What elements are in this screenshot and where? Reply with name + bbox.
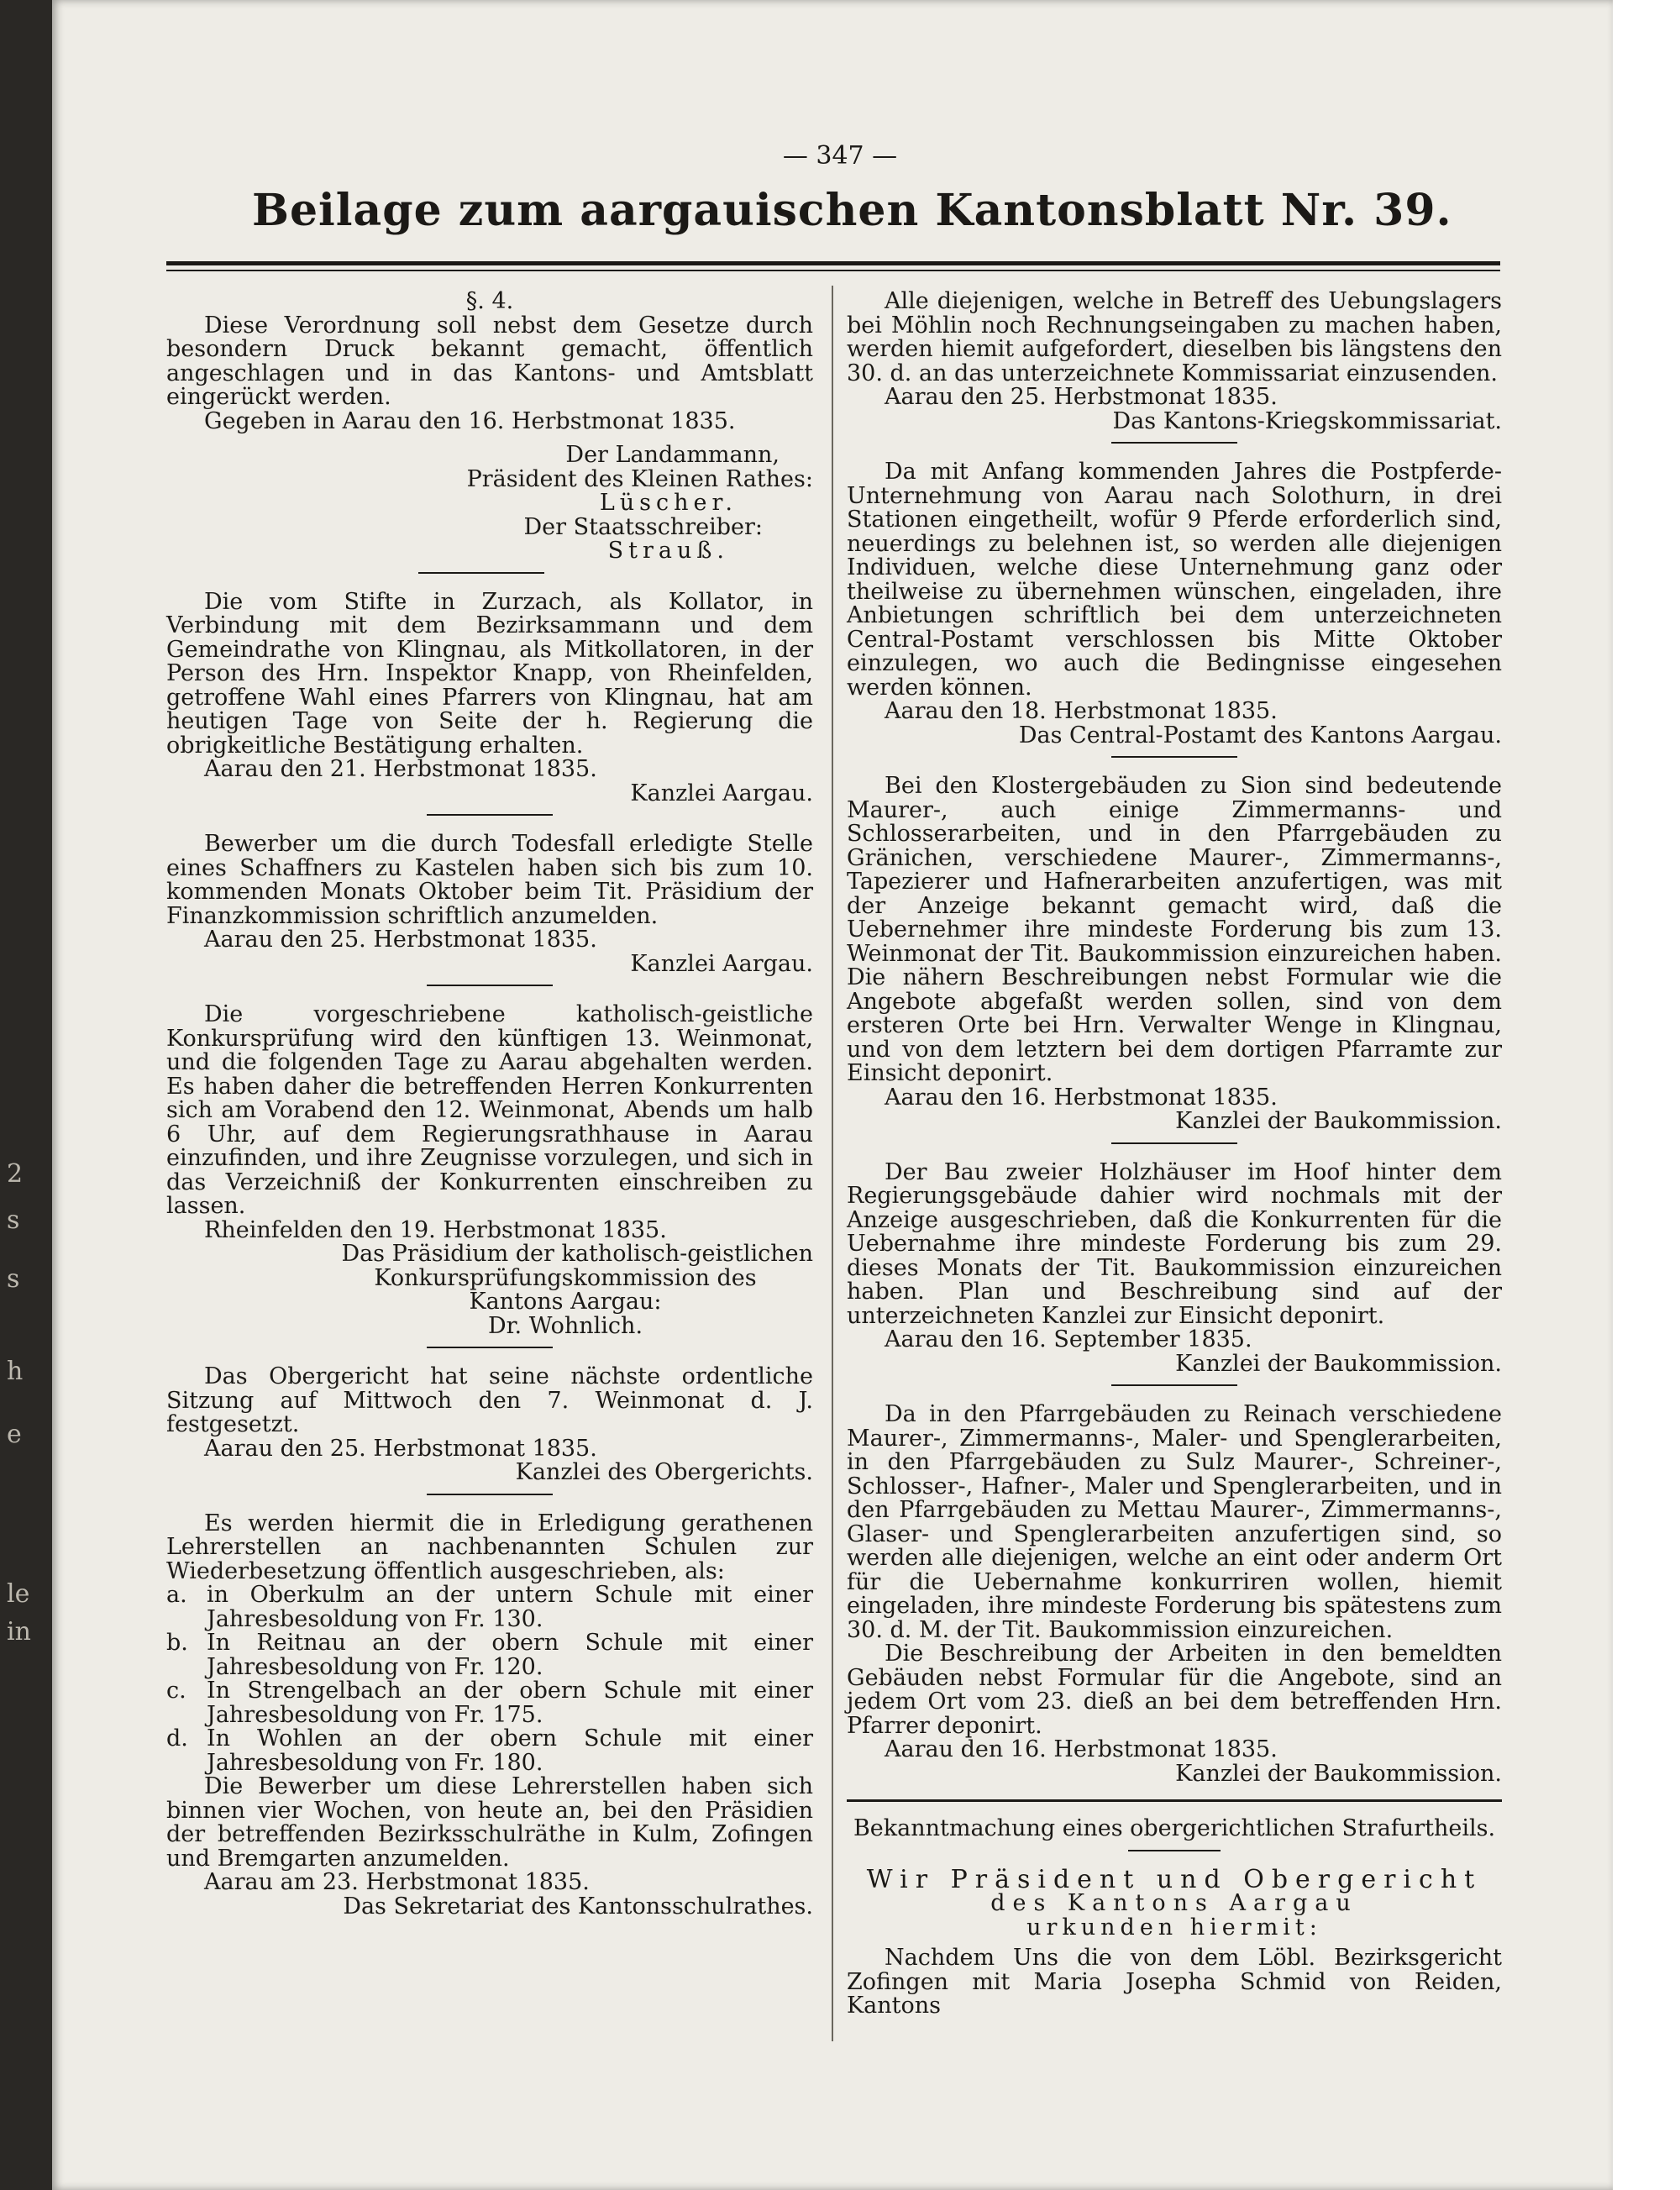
proclamation-line: Wir Präsident und Obergericht xyxy=(866,1864,1483,1894)
notice-date: Aarau den 18. Herbstmonat 1835. xyxy=(885,698,1278,724)
title-rule-thick xyxy=(166,261,1500,265)
notice-text: Die Bewerber um diese Lehrerstellen haben sich binnen vier Wochen, von heute an, bei den Präsidien der betreffenden Bezirksschulräthe in Kulm, Zofingen und Bremgarten anzumelden. xyxy=(166,1773,813,1872)
notice-date: Aarau den 25. Herbstmonat 1835. xyxy=(885,384,1278,410)
notice-postpferde xyxy=(847,460,1502,758)
notice-text: Es werden hiermit die in Erledigung gerathenen Lehrerstellen an nachbenannten Schulen zur Wiederbesetzung öffentlich ausgeschrieben, als: xyxy=(166,1510,813,1584)
section-paragraph-4 xyxy=(166,290,813,574)
page-number: — 347 — xyxy=(782,141,898,171)
prev-fragment: s xyxy=(7,1205,20,1235)
previous-page-margin xyxy=(0,0,52,2190)
notice-signature: Das Central-Postamt des Kantons Aargau. xyxy=(1018,722,1502,748)
left-column xyxy=(166,290,813,1919)
column-divider xyxy=(832,286,833,2041)
prev-fragment: s xyxy=(7,1264,20,1294)
notice-signature: Das Sekretariat des Kantonsschulrathes. xyxy=(343,1893,813,1920)
separator-line xyxy=(1128,1850,1221,1851)
notice-signature: Kanzlei des Obergerichts. xyxy=(515,1459,813,1485)
page-title: Beilage zum aargauischen Kantonsblatt Nr. 39. xyxy=(252,185,1452,236)
list-label: d. xyxy=(166,1725,188,1751)
notice-date: Aarau am 23. Herbstmonat 1835. xyxy=(204,1869,590,1895)
notice-text: Der Bau zweier Holzhäuser im Hoof hinter dem Regierungsgebäude dahier wird nochmals mit der Anzeige ausgeschrieben, daß die Konkurrenten für die Uebernahme ihre mindeste Forderung bis zum 29. dieses Monats der Tit. Baukommission einzureichen haben. Plan und Beschreibung sind auf der unterzeichneten Kanzlei zur Einsicht deponirt. xyxy=(847,1158,1502,1329)
list-item xyxy=(166,1679,813,1727)
signature-title: Präsident des Kleinen Rathes: xyxy=(466,465,813,492)
signature-title: Der Landammann, xyxy=(565,442,780,468)
notice-text: Die vom Stifte in Zurzach, als Kollator, in Verbindung mit dem Bezirksammann und dem Gemeindrathe von Klingnau, als Mitkollatoren, in der Person des Hrn. Inspektor Knapp, von Rheinfelden, getroffene Wahl eines Pfarrers von Klingnau, hat am heutigen Tage von Seite der h. Regierung die obrigkeitliche Bestätigung erhalten. xyxy=(166,588,813,759)
proclamation-line: urkunden hiermit: xyxy=(1026,1914,1322,1941)
list-label: b. xyxy=(166,1630,188,1656)
separator-line xyxy=(427,985,553,986)
separator-line xyxy=(427,814,553,816)
notice-signature: Das Kantons-Kriegskommissariat. xyxy=(1112,407,1502,434)
notice-date: Aarau den 16. Herbstmonat 1835. xyxy=(885,1736,1278,1762)
separator-line xyxy=(418,572,544,574)
notice-date: Aarau den 25. Herbstmonat 1835. xyxy=(204,1435,597,1462)
signature-line: Konkursprüfungskommission des xyxy=(374,1264,757,1291)
notice-heading: Bekanntmachung eines obergerichtlichen Strafurtheils. xyxy=(853,1815,1496,1841)
list-label: c. xyxy=(166,1678,186,1704)
notice-date: Aarau den 16. September 1835. xyxy=(885,1326,1252,1352)
title-rule-thin xyxy=(166,270,1500,271)
notice-text: Alle diejenigen, welche in Betreff des Uebungslagers bei Möhlin noch Rechnungseingaben zu machen haben, werden hiemit aufgefordert, dieselben bis längstens den 30. d. an das unterzeichnete Kommissariat einzusenden. xyxy=(847,288,1502,386)
notice-text: Bei den Klostergebäuden zu Sion sind bedeutende Maurer-, auch einige Zimmermanns- und Schlosserarbeiten, und in den Pfarrgebäuden zu Gränichen, verschiedene Maurer-, Zimmermanns-, Tapezierer und Hafnerarbeiten anzufertigen, was mit der Anzeige bekannt gemacht wird, daß die Uebernehmer ihre mindeste Forderung bis zum 13. Weinmonat der Tit. Baukommission einzureichen haben. Die nähern Beschreibungen nebst Formular wie die Angebote abgefaßt werden sollen, sind von dem ersteren Orte bei Hrn. Verwalter Wenge in Klingnau, und von dem letztern bei dem dortigen Pfarramte zur Einsicht deponirt. xyxy=(847,773,1502,1086)
list-label: a. xyxy=(166,1582,187,1608)
notice-signature: Kanzlei Aargau. xyxy=(630,950,813,977)
notice-text: Bewerber um die durch Todesfall erledigte Stelle eines Schaffners zu Kastelen haben sich bis zum 10. kommenden Monats Oktober beim Tit. Präsidium der Finanzkommission schriftlich anzumelden. xyxy=(166,831,813,929)
signature-title: Der Staatsschreiber: xyxy=(523,513,763,540)
right-column xyxy=(847,290,1502,2019)
prev-fragment: le xyxy=(7,1579,30,1609)
notice-date: Aarau den 25. Herbstmonat 1835. xyxy=(204,927,597,953)
prev-fragment: h xyxy=(7,1357,24,1386)
notice-klingnau xyxy=(166,588,813,817)
signature-name: Lüscher. xyxy=(599,490,738,516)
notice-strafurtheil xyxy=(847,1817,1502,2019)
notice-obergericht xyxy=(166,1365,813,1495)
list-item xyxy=(166,1727,813,1775)
list-text: In Wohlen an der obern Schule mit einer Jahresbesoldung von Fr. 180. xyxy=(207,1725,813,1776)
notice-text: Diese Verordnung soll nebst dem Gesetze durch besondern Druck bekannt gemacht, öffentlich angeschlagen und in das Kantons- und Amtsblatt eingerückt werden. xyxy=(166,312,813,410)
list-item xyxy=(166,1583,813,1631)
list-text: in Oberkulm an der untern Schule mit einer Jahresbesoldung von Fr. 130. xyxy=(207,1582,813,1632)
list-text: In Strengelbach an der obern Schule mit einer Jahresbesoldung von Fr. 175. xyxy=(207,1678,813,1728)
notice-date: Aarau den 21. Herbstmonat 1835. xyxy=(204,756,597,782)
notice-text: Nachdem Uns die von dem Löbl. Bezirksgericht Zofingen mit Maria Josepha Schmid von Reiden, Kantons xyxy=(847,1945,1502,2019)
separator-line xyxy=(1111,1142,1237,1144)
notice-date: Aarau den 16. Herbstmonat 1835. xyxy=(885,1084,1278,1111)
notice-text: Die vorgeschriebene katholisch-geistliche Konkursprüfung wird den künftigen 13. Weinmonat, und die folgenden Tage zu Aarau abgehalten werden. Es haben daher die betreffenden Herren Konkurrenten sich am Vorabend den 12. Weinmonat, Abends um halb 6 Uhr, auf dem Regierungsrathhause in Aarau einzufinden, und ihre Zeugnisse vorzulegen, und sich in das Verzeichniß der Konkurrenten einschreiben zu lassen. xyxy=(166,1001,813,1219)
notice-konkurspruefung xyxy=(166,1003,813,1348)
signature-line: Kantons Aargau: xyxy=(469,1289,662,1315)
separator-line xyxy=(427,1347,553,1348)
notice-lehrerstellen xyxy=(166,1512,813,1920)
separator-line xyxy=(1111,442,1237,444)
list-item xyxy=(166,1631,813,1679)
notice-holzhaeuser xyxy=(847,1158,1502,1387)
notice-date: Rheinfelden den 19. Herbstmonat 1835. xyxy=(204,1216,667,1243)
proclamation-line: des Kantons Aargau xyxy=(990,1890,1358,1916)
notice-kastelen xyxy=(166,832,813,986)
notice-uebungslager xyxy=(847,290,1502,444)
section-heading: §. 4. xyxy=(465,288,514,314)
notice-date: Gegeben in Aarau den 16. Herbstmonat 1835. xyxy=(204,407,736,434)
notice-signature: Kanzlei der Baukommission. xyxy=(1175,1108,1502,1134)
section-rule xyxy=(847,1799,1502,1802)
signature-name: Strauß. xyxy=(607,538,729,564)
scan-background xyxy=(1613,0,1680,2190)
separator-line xyxy=(1111,1384,1237,1386)
separator-line xyxy=(1111,756,1237,758)
separator-line xyxy=(427,1494,553,1495)
notice-klostergebaeude xyxy=(847,775,1502,1144)
notice-signature: Kanzlei der Baukommission. xyxy=(1175,1350,1502,1377)
notice-text: Das Obergericht hat seine nächste ordentliche Sitzung auf Mittwoch den 7. Weinmonat d. J. festgesetzt. xyxy=(166,1363,813,1437)
notice-text: Da in den Pfarrgebäuden zu Reinach verschiedene Maurer-, Zimmermanns-, Maler- und Spenglerarbeiten, in den Pfarrgebäuden zu Sulz Maurer-, Schreiner-, Schlosser-, Hafner-, Maler und Spenglerarbeiten, und in den Pfarrgebäuden zu Mettau Maurer-, Zimmermanns-, Glaser- und Spenglerarbeiten anzufertigen sind, so werden alle diejenigen, welche an eint oder anderm Ort für die Uebernahme konkurriren wollen, hiemit eingeladen, ihre mindeste Forderung bis spätestens zum 30. d. M. der Tit. Baukommission einzureichen. xyxy=(847,1401,1502,1643)
prev-fragment: 2 xyxy=(7,1159,24,1189)
notice-signature: Kanzlei Aargau. xyxy=(630,780,813,806)
signature-name: Dr. Wohnlich. xyxy=(487,1312,643,1339)
list-text: In Reitnau an der obern Schule mit einer Jahresbesoldung von Fr. 120. xyxy=(207,1630,813,1680)
prev-fragment: in xyxy=(7,1617,31,1646)
notice-text: Da mit Anfang kommenden Jahres die Postpferde-Unternehmung von Aarau nach Solothurn, in drei Stationen eingetheilt, wofür 9 Pferde erforderlich sind, neuerdings zu belehnen ist, so werden alle diejenigen Individuen, welche diese Unternehmung ganz oder theilweise zu übernehmen wünschen, eingeladen, ihre Anbietungen schriftlich bei dem unterzeichneten Central-Postamt verschlossen bis Mitte Oktober einzulegen, wo auch die Bedingnisse eingesehen werden können. xyxy=(847,459,1502,701)
notice-signature: Kanzlei der Baukommission. xyxy=(1175,1760,1502,1787)
prev-fragment: e xyxy=(7,1420,22,1449)
notice-text: Die Beschreibung der Arbeiten in den bemeldten Gebäuden nebst Formular für die Angebote, sind an jedem Ort vom 23. dieß an bei dem betreffenden Hrn. Pfarrer deponirt. xyxy=(847,1641,1502,1739)
notice-pfarrgebaeude xyxy=(847,1403,1502,1786)
signature-line: Das Präsidium der katholisch-geistlichen xyxy=(341,1241,813,1267)
